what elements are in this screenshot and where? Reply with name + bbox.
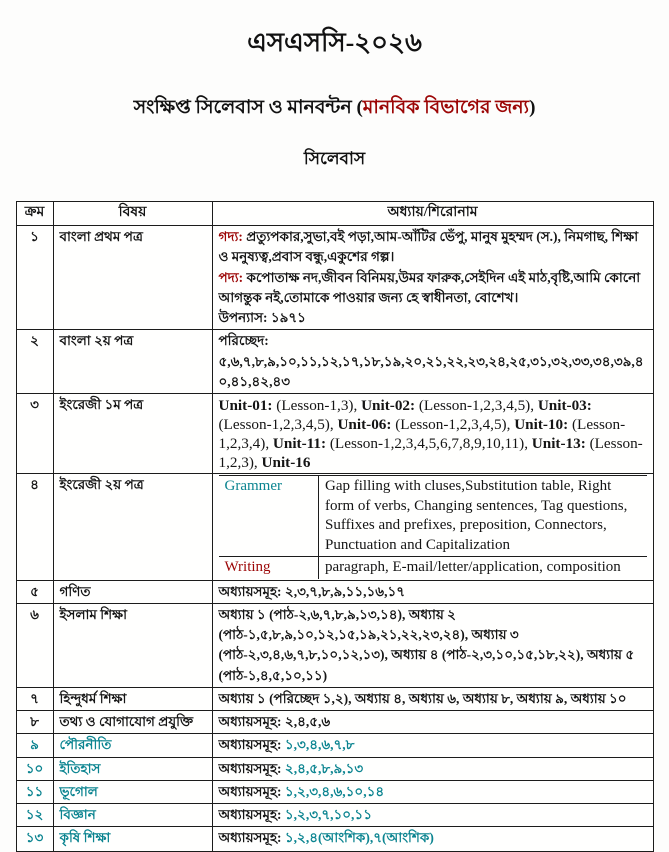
text-run: অধ্যায়সমূহ: bbox=[218, 807, 282, 822]
text-run: Unit-03: bbox=[537, 397, 592, 414]
subject-cell: ইংরেজী ২য় পত্র bbox=[53, 474, 212, 581]
serial-cell: ৩ bbox=[16, 394, 53, 474]
text-run: ১,২,৩,৪,৬,১০,১৪ bbox=[281, 783, 385, 799]
text-run: ১,৩,৪,৬,৭,৮ bbox=[281, 737, 355, 753]
text-run: (Lesson-1,2,3,4,5), bbox=[415, 397, 538, 414]
text-run: (পাঠ-১,৫,৮,৯,১০,১২,১৫,১৯,২১,২২,২৩,২৪), bbox=[218, 627, 472, 642]
syllabus-table bbox=[16, 201, 654, 852]
column-header-2: অধ্যায়/শিরোনাম bbox=[212, 202, 653, 226]
subject-cell: পৌরনীতি bbox=[53, 734, 212, 757]
table-head bbox=[16, 202, 653, 226]
subject-cell: হিন্দুধর্ম শিক্ষা bbox=[53, 687, 212, 710]
table-row bbox=[16, 734, 653, 757]
table-row bbox=[16, 687, 653, 710]
text-run: , bbox=[455, 690, 463, 706]
subject-cell: ভূগোল bbox=[53, 780, 212, 803]
serial-cell: ৭ bbox=[16, 687, 53, 710]
table-row bbox=[16, 394, 653, 474]
content-cell bbox=[212, 687, 653, 710]
table-row bbox=[16, 780, 653, 803]
text-run: (পাঠ-১,৪,৫,১০,১১) bbox=[218, 667, 328, 683]
content-cell bbox=[212, 394, 653, 474]
text-run: (Lesson-1,2,3), bbox=[218, 435, 643, 471]
page-title: এসএসসি-২০২৬ bbox=[247, 28, 422, 57]
text-run: Unit-01: bbox=[218, 397, 273, 414]
text-run: অধ্যায় ৪ bbox=[391, 647, 439, 663]
text-run: অধ্যায় ৫ bbox=[586, 647, 635, 663]
subject-cell: তথ্য ও যোগাযোগ প্রযুক্তি bbox=[53, 711, 212, 734]
table-row bbox=[16, 757, 653, 780]
serial-cell: ৪ bbox=[16, 474, 53, 581]
text-run: (Lesson-1,2,3,4,5,6,7,8,9,10,11), bbox=[326, 435, 532, 452]
subject-cell: কৃষি শিক্ষা bbox=[53, 827, 212, 852]
text-run: পদ্য: bbox=[218, 269, 244, 285]
serial-cell: ১৩ bbox=[16, 827, 53, 852]
content-cell bbox=[212, 757, 653, 780]
table-body bbox=[16, 226, 653, 852]
table-row bbox=[16, 804, 653, 827]
subject-cell: গণিত bbox=[53, 580, 212, 603]
inner-table bbox=[219, 475, 647, 579]
text-run: , bbox=[402, 690, 409, 706]
text-run: ২,৩,৭,৮,৯,১১,১৬,১৭ bbox=[281, 583, 405, 599]
text-run: Unit-16 bbox=[261, 454, 311, 471]
inner-content-cell: Gap filling with cluses,Substitution table, Right form of verbs, Changing sentences, Tag questions, Suffixes and prefixes, preposition, Connectors, Punctuation and Capitalization bbox=[319, 476, 647, 557]
serial-cell: ৯ bbox=[16, 734, 53, 757]
serial-cell: ৬ bbox=[16, 603, 53, 687]
text-run: (পাঠ-২,৩,৪,৬,৭,৮,১০,১২,১৩), bbox=[218, 647, 392, 663]
text-run: (Lesson-1,3), bbox=[272, 397, 362, 414]
subtitle bbox=[0, 93, 669, 125]
content-cell bbox=[212, 603, 653, 687]
text-run: ১,২,৪(আংশিক),৭(আংশিক) bbox=[281, 830, 434, 846]
text-run: অধ্যায়সমূহ: bbox=[218, 760, 282, 776]
subtitle-prefix: সংক্ষিপ্ত সিলেবাস ও মানবন্টন ( bbox=[133, 97, 363, 118]
inner-content-cell: paragraph, E-mail/letter/application, composition bbox=[319, 557, 647, 579]
content-cell bbox=[212, 827, 653, 852]
text-run: গদ্য: bbox=[218, 229, 243, 244]
text-run: অধ্যায় ৬ bbox=[408, 690, 456, 706]
text-run: , bbox=[563, 690, 571, 706]
table-row bbox=[16, 711, 653, 734]
text-run: ২,৪,৫,৮,৯,১৩ bbox=[281, 760, 364, 776]
table-row bbox=[16, 474, 653, 581]
text-run: উপন্যাস: ১৯৭১ bbox=[218, 310, 306, 325]
text-run: অধ্যায় ৯ bbox=[516, 690, 564, 706]
content-cell bbox=[212, 734, 653, 757]
serial-cell: ২ bbox=[16, 330, 53, 394]
subject-cell: বিজ্ঞান bbox=[53, 804, 212, 827]
subtitle-suffix: ) bbox=[529, 97, 536, 118]
table-row bbox=[16, 580, 653, 603]
column-header-1: বিষয় bbox=[53, 202, 212, 226]
inner-row bbox=[219, 557, 647, 579]
text-run: কপোতাক্ষ নদ,জীবন বিনিময়,উমর ফারুক,সেইদিন এই মাঠ,বৃষ্টি,আমি কোনো আগন্তুক নই,তোমাকে পাওয়ার জন্য হে স্বাধীনতা, বোশেখ। bbox=[218, 269, 641, 305]
text-run: অধ্যায় ১ bbox=[218, 690, 266, 706]
text-run: , bbox=[509, 690, 517, 706]
serial-cell: ১১ bbox=[16, 780, 53, 803]
content-cell bbox=[212, 580, 653, 603]
serial-cell: ১২ bbox=[16, 804, 53, 827]
text-run: প্রত্যুপকার,সুভা,বই পড়া,আম-আঁটির ভেঁপু, মানুষ মুহম্মদ (স.), নিমগাছ, শিক্ষা ও মনুষ্যত্ব,প্রবাস বন্ধু,একুশের গল্প। bbox=[218, 229, 639, 265]
content-cell-nested bbox=[212, 474, 653, 581]
text-run: Unit-13: bbox=[531, 435, 586, 452]
text-run: (Lesson-1,2,3,4,5), bbox=[391, 416, 515, 433]
text-run: অধ্যায় ৩ bbox=[471, 627, 519, 642]
content-cell bbox=[212, 226, 653, 330]
text-run: (পাঠ-২,৩,১০,১৫,১৮,২২), bbox=[438, 647, 587, 663]
text-run: অধ্যায় ৪ bbox=[354, 690, 403, 706]
subtitle-accent: মানবিক বিভাগের জন্য bbox=[362, 97, 530, 118]
text-run: (পাঠ-২,৬,৭,৮,৯,১৩,১৪), bbox=[265, 606, 409, 622]
text-run: অধ্যায়সমূহ: bbox=[218, 714, 282, 729]
serial-cell: ৫ bbox=[16, 580, 53, 603]
serial-cell: ১ bbox=[16, 226, 53, 330]
text-run: অধ্যায় ৮ bbox=[462, 690, 510, 706]
inner-row bbox=[219, 476, 647, 557]
text-run: অধ্যায়সমূহ: bbox=[218, 830, 282, 846]
text-run: অধ্যায়সমূহ: bbox=[218, 583, 282, 599]
text-run: অধ্যায় ১০ bbox=[570, 690, 627, 706]
header-row bbox=[16, 202, 653, 226]
subject-cell: বাংলা ২য় পত্র bbox=[53, 330, 212, 394]
content-cell bbox=[212, 330, 653, 394]
serial-cell: ১০ bbox=[16, 757, 53, 780]
text-run: অধ্যায়সমূহ: bbox=[218, 783, 282, 799]
text-run: Unit-11: bbox=[272, 435, 327, 452]
text-run: অধ্যায়সমূহ: bbox=[218, 737, 282, 753]
text-run: পরিচ্ছেদ: bbox=[218, 333, 269, 349]
text-run: Unit-06: bbox=[337, 416, 392, 433]
subject-cell: বাংলা প্রথম পত্র bbox=[53, 226, 212, 330]
table-row bbox=[16, 827, 653, 852]
serial-cell: ৮ bbox=[16, 711, 53, 734]
section-title: সিলেবাস bbox=[303, 149, 366, 168]
subject-cell: ইংরেজী ১ম পত্র bbox=[53, 394, 212, 474]
content-cell bbox=[212, 804, 653, 827]
text-run: ২,৪,৫,৬ bbox=[281, 714, 331, 729]
inner-label-cell: Writing bbox=[219, 557, 319, 579]
text-run: অধ্যায় ১ bbox=[218, 606, 266, 622]
text-run: অধ্যায় ২ bbox=[408, 606, 456, 622]
text-run: Unit-02: bbox=[361, 397, 416, 414]
table-row bbox=[16, 330, 653, 394]
inner-label-cell: Grammer bbox=[219, 476, 319, 557]
text-run: ৫,৬,৭,৮,৯,১০,১১,১২,১৭,১৮,১৯,২০,২১,২২,২৩,২৪,২৫,৩১,৩২,৩৩,৩৪,৩৯,৪০,৪১,৪২,৪৩ bbox=[218, 353, 644, 389]
table-row bbox=[16, 603, 653, 687]
text-run: (Lesson-1,2,3,4), bbox=[218, 416, 626, 452]
subject-cell: ইতিহাস bbox=[53, 757, 212, 780]
text-run: (Lesson-1,2,3,4,5), bbox=[218, 416, 338, 433]
text-run: (পরিচ্ছেদ ১,২), bbox=[265, 690, 355, 706]
column-header-0: ক্রম bbox=[16, 202, 53, 226]
subject-cell: ইসলাম শিক্ষা bbox=[53, 603, 212, 687]
table-row bbox=[16, 226, 653, 330]
text-run: ১,২,৩,৭,১০,১১ bbox=[281, 807, 372, 822]
content-cell bbox=[212, 711, 653, 734]
content-cell bbox=[212, 780, 653, 803]
text-run: Unit-10: bbox=[514, 416, 569, 433]
